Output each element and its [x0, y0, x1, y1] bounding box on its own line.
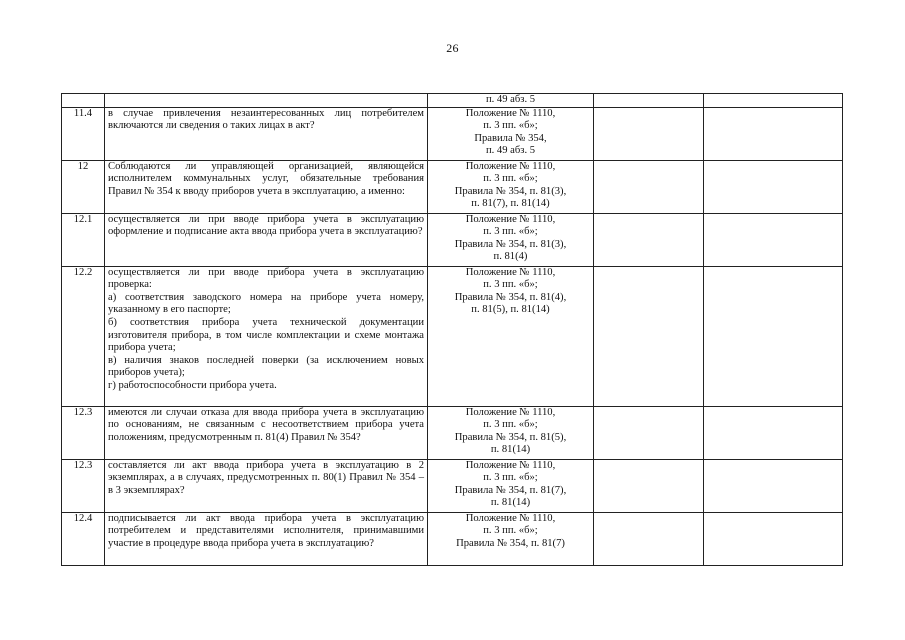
answer-cell [594, 266, 704, 406]
checklist-table-body [62, 94, 843, 566]
table-row [62, 406, 843, 459]
legal-reference-line: п. 81(4) [493, 251, 528, 263]
legal-reference-cell [428, 459, 594, 512]
legal-reference-cell [428, 94, 594, 108]
question-line: в) наличия знаков последней поверки (за исключением новых приборов учета); [108, 354, 424, 379]
answer-cell [594, 94, 704, 108]
answer-cell [594, 406, 704, 459]
legal-reference-line: п. 49 абз. 5 [485, 94, 536, 105]
legal-reference-line: Правила № 354, п. 81(4), [454, 291, 567, 303]
answer-cell [594, 459, 704, 512]
question-cell [105, 107, 428, 160]
notes-cell [704, 406, 843, 459]
legal-reference-cell [428, 213, 594, 266]
question-line: осуществляется ли при вводе прибора учета в эксплуатацию оформление и подписание акта ввода прибора учета в эксплуатацию? [108, 213, 424, 238]
answer-cell [594, 160, 704, 213]
notes-cell [704, 107, 843, 160]
legal-reference-line: п. 3 пп. «б»; [483, 226, 538, 238]
legal-reference-line: п. 81(14) [490, 497, 531, 509]
question-cell [105, 213, 428, 266]
item-number-cell: 12.3 [62, 459, 105, 512]
question-line: осуществляется ли при вводе прибора учета в эксплуатацию проверка: [108, 266, 424, 291]
question-cell [105, 459, 428, 512]
table-row [62, 94, 843, 108]
question-line: г) работоспособности прибора учета. [108, 379, 277, 391]
notes-cell [704, 266, 843, 406]
legal-reference-line: Правила № 354, п. 81(7) [456, 537, 565, 549]
question-line: имеются ли случаи отказа для ввода прибора учета в эксплуатацию по основаниям, не связанным с несоответствием прибора учета положениям, предусмотренным п. 81(4) Правил № 354? [108, 406, 424, 443]
question-line: в случае привлечения незаинтересованных лиц потребителем включаются ли сведения о таких лицах в акт? [108, 107, 424, 132]
notes-cell [704, 213, 843, 266]
question-cell [105, 266, 428, 406]
legal-reference-line: п. 81(14) [490, 444, 531, 456]
checklist-table [61, 93, 843, 566]
question-line: Соблюдаются ли управляющей организацией, являющейся исполнителем коммунальных услуг, обязательные требования Правил № 354 к вводу приборов учета в эксплуатацию, а именно: [108, 160, 424, 197]
legal-reference-line: Правила № 354, п. 81(7), [454, 484, 567, 496]
question-line: подписывается ли акт ввода прибора учета в эксплуатацию потребителем и представителями исполнителя, принимавшими участие в процедуре ввода прибора учета в эксплуатацию? [108, 512, 424, 549]
legal-reference-line: Положение № 1110, [465, 107, 556, 119]
legal-reference-line: п. 3 пп. «б»; [483, 120, 538, 132]
table-row [62, 512, 843, 565]
legal-reference-line: Правила № 354, п. 81(3), [454, 238, 567, 250]
legal-reference-line: п. 3 пп. «б»; [483, 525, 538, 537]
legal-reference-line: Правила № 354, п. 81(5), [454, 431, 567, 443]
legal-reference-cell [428, 406, 594, 459]
legal-reference-line: п. 3 пп. «б»; [483, 472, 538, 484]
legal-reference-cell [428, 512, 594, 565]
legal-reference-line: Положение № 1110, [465, 512, 556, 524]
legal-reference-line: п. 3 пп. «б»; [483, 279, 538, 291]
legal-reference-line: п. 81(5), п. 81(14) [471, 304, 550, 316]
table-row [62, 459, 843, 512]
legal-reference-line: Положение № 1110, [465, 406, 556, 418]
page-number: 26 [446, 41, 459, 55]
legal-reference-line: п. 81(7), п. 81(14) [471, 198, 550, 210]
notes-cell [704, 160, 843, 213]
item-number-cell: 12.3 [62, 406, 105, 459]
table-row [62, 107, 843, 160]
legal-reference-line: п. 3 пп. «б»; [483, 173, 538, 185]
legal-reference-line: Правила № 354, п. 81(3), [454, 185, 567, 197]
item-number-cell [62, 94, 105, 108]
question-line: составляется ли акт ввода прибора учета в эксплуатацию в 2 экземплярах, а в случаях, предусмотренных п. 80(1) Правил № 354 – в 3 экземплярах? [108, 459, 424, 496]
notes-cell [704, 94, 843, 108]
item-number-cell: 12 [62, 160, 105, 213]
item-number-cell: 12.1 [62, 213, 105, 266]
answer-cell [594, 512, 704, 565]
legal-reference-line: п. 3 пп. «б»; [483, 419, 538, 431]
item-number-cell: 11.4 [62, 107, 105, 160]
legal-reference-line: Положение № 1110, [465, 459, 556, 471]
notes-cell [704, 512, 843, 565]
notes-cell [704, 459, 843, 512]
legal-reference-cell [428, 160, 594, 213]
legal-reference-line: п. 49 абз. 5 [485, 145, 536, 157]
table-row [62, 266, 843, 406]
item-number-cell: 12.4 [62, 512, 105, 565]
question-cell [105, 406, 428, 459]
legal-reference-cell [428, 266, 594, 406]
question-cell [105, 160, 428, 213]
legal-reference-line: Положение № 1110, [465, 160, 556, 172]
table-row [62, 213, 843, 266]
answer-cell [594, 107, 704, 160]
question-line: б) соответствия прибора учета технической документации изготовителя прибора, в том числе комплектации и схеме монтажа прибора учета; [108, 316, 424, 354]
item-number-cell: 12.2 [62, 266, 105, 406]
question-cell [105, 512, 428, 565]
legal-reference-line: Положение № 1110, [465, 213, 556, 225]
legal-reference-line: Положение № 1110, [465, 266, 556, 278]
legal-reference-cell [428, 107, 594, 160]
question-line: а) соответствия заводского номера на приборе учета номеру, указанному в его паспорте; [108, 291, 424, 316]
question-cell [105, 94, 428, 108]
table-row [62, 160, 843, 213]
answer-cell [594, 213, 704, 266]
legal-reference-line: Правила № 354, [474, 132, 547, 144]
